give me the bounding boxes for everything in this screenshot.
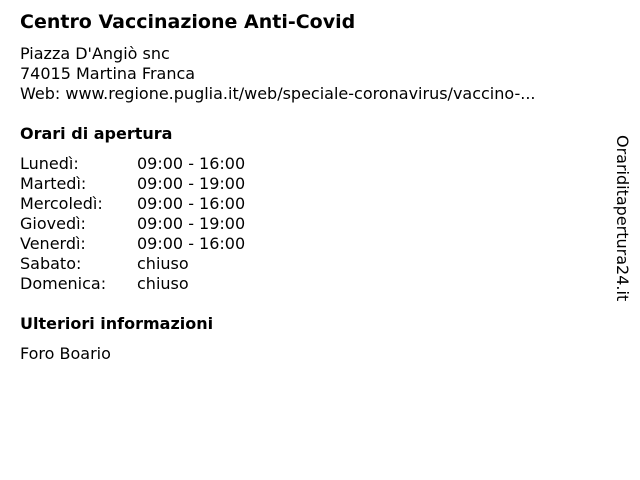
hours-value: 09:00 - 19:00 bbox=[137, 214, 246, 233]
day-label: Lunedì: bbox=[20, 154, 79, 173]
day-label: Domenica: bbox=[20, 274, 107, 293]
hours-value: 09:00 - 19:00 bbox=[137, 174, 246, 193]
street-address: Piazza D'Angiò snc bbox=[20, 44, 170, 63]
hours-row-saturday bbox=[20, 254, 245, 274]
more-info-heading: Ulteriori informazioni bbox=[20, 314, 214, 333]
day-label: Sabato: bbox=[20, 254, 82, 273]
hours-row-friday bbox=[20, 234, 245, 254]
address-block bbox=[20, 44, 536, 104]
hours-value: chiuso bbox=[137, 274, 189, 293]
hours-value: 09:00 - 16:00 bbox=[137, 154, 246, 173]
day-label: Venerdì: bbox=[20, 234, 86, 253]
more-info-text: Foro Boario bbox=[20, 344, 111, 363]
opening-hours-table bbox=[20, 154, 245, 294]
hours-row-thursday bbox=[20, 214, 245, 234]
hours-row-monday bbox=[20, 154, 245, 174]
hours-row-sunday bbox=[20, 274, 245, 294]
site-watermark: Orariditapertura24.it bbox=[613, 135, 632, 302]
opening-hours-heading: Orari di apertura bbox=[20, 124, 173, 143]
hours-value: 09:00 - 16:00 bbox=[137, 194, 246, 213]
website-link[interactable]: Web: www.regione.puglia.it/web/speciale-coronavirus/vaccino-... bbox=[20, 84, 536, 103]
hours-row-tuesday bbox=[20, 174, 245, 194]
day-label: Martedì: bbox=[20, 174, 87, 193]
city-line: 74015 Martina Franca bbox=[20, 64, 196, 83]
day-label: Mercoledì: bbox=[20, 194, 103, 213]
hours-value: chiuso bbox=[137, 254, 189, 273]
hours-value: 09:00 - 16:00 bbox=[137, 234, 246, 253]
place-title: Centro Vaccinazione Anti-Covid bbox=[20, 11, 356, 33]
hours-row-wednesday bbox=[20, 194, 245, 214]
day-label: Giovedì: bbox=[20, 214, 86, 233]
